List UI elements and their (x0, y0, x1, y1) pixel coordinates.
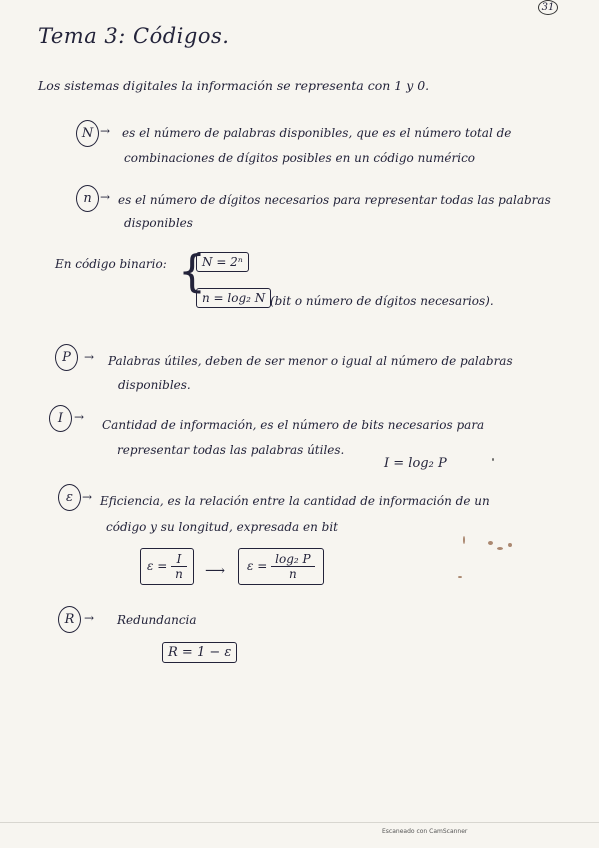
intro-text: Los sistemas digitales la información se representa con 1 y 0. (38, 78, 430, 93)
formula-I-equals-log2-P: I = log₂ P (384, 456, 447, 471)
page-title: Tema 3: Códigos. (38, 24, 230, 48)
formula-N-equals-2-pow-n: N = 2ⁿ (196, 252, 249, 272)
item-N-line2: combinaciones de dígitos posibles en un código numérico (124, 151, 476, 165)
item-N-line1: es el número de palabras disponibles, que es el número total de (122, 126, 512, 140)
item-n-line1: es el número de dígitos necesarios para representar todas las palabras (118, 193, 551, 207)
item-P-line2: disponibles. (118, 378, 191, 392)
ink-speck (488, 541, 493, 545)
binary-label: En código binario: (55, 257, 167, 271)
brace-icon: { (178, 246, 206, 297)
item-E-line1: Eficiencia, es la relación entre la cantidad de información de un (100, 494, 490, 508)
arrow-icon: → (84, 350, 95, 364)
ink-speck (508, 543, 512, 547)
ink-speck (492, 458, 494, 461)
fraction-denominator: n (289, 567, 297, 581)
arrow-icon: → (100, 124, 111, 138)
item-I-line2: representar todas las palabras útiles. (117, 443, 345, 457)
ink-speck (463, 536, 465, 544)
fraction (171, 552, 187, 581)
formula-efficiency-log2P-over-n (238, 548, 324, 585)
arrow-icon: → (84, 611, 95, 625)
item-P-line1: Palabras útiles, deben de ser menor o igual al número de palabras (108, 354, 513, 368)
symbol-circle-n: n (76, 185, 99, 212)
item-E-line2: código y su longitud, expresada en bit (106, 520, 338, 534)
ink-speck (458, 576, 462, 578)
symbol-circle-N: N (76, 120, 99, 147)
formula-lhs: ε = (147, 559, 168, 573)
formula-lhs: ε = (247, 559, 268, 573)
arrow-icon: → (82, 490, 93, 504)
scanner-footer: Escaneado con CamScanner (382, 828, 468, 835)
formula-n-equals-log2-N: n = log₂ N (196, 288, 271, 308)
arrow-icon: → (74, 410, 85, 424)
fraction-denominator: n (175, 567, 183, 581)
symbol-circle-epsilon: ε (58, 484, 81, 511)
ink-speck (497, 547, 503, 550)
fraction-numerator: log₂ P (271, 552, 314, 567)
symbol-circle-I: I (49, 405, 72, 432)
arrow-icon: ⟶ (205, 563, 226, 579)
footer-divider (0, 822, 599, 823)
formula-redundancy: R = 1 − ε (162, 642, 237, 663)
item-I-line1: Cantidad de información, es el número de bits necesarios para (102, 418, 485, 432)
fraction (271, 552, 314, 581)
formula-efficiency-I-over-n (140, 548, 194, 585)
item-R-line1: Redundancia (117, 613, 197, 627)
arrow-icon: → (100, 190, 111, 204)
item-n-line2: disponibles (124, 216, 193, 230)
symbol-circle-P: P (55, 344, 78, 371)
fraction-numerator: I (171, 552, 187, 567)
binary-note: (bit o número de dígitos necesarios). (270, 294, 494, 308)
page-number: 31 (538, 0, 558, 15)
symbol-circle-R: R (58, 606, 81, 633)
